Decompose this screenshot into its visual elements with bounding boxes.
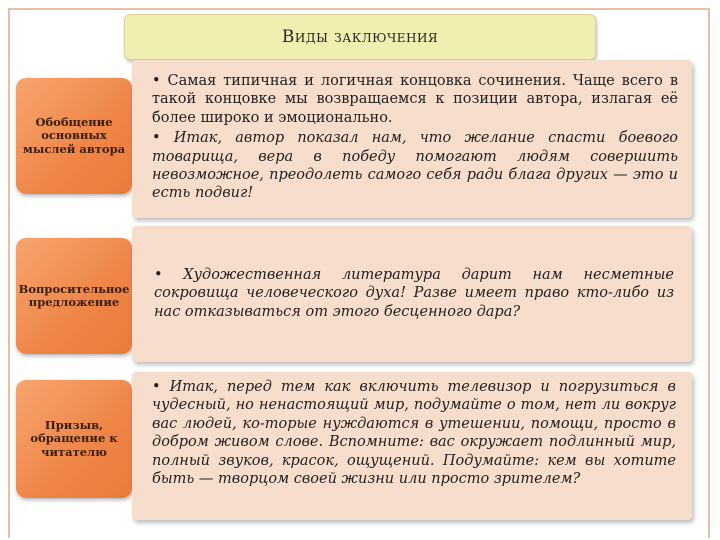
label-appeal-text: Призыв, обращение к читателю [30,418,118,459]
content-question [132,226,692,362]
content-summary [132,60,692,218]
label-summary [16,78,132,194]
bullet-summary-1: • Самая типичная и логичная концовка сочинения. Чаще всего в такой концовке мы возвращаемся к позиции автора, излагая её более широко и эмоционально. [152,73,678,126]
bullet-question-1: • Художественная литература дарит нам несметные сокровища человеческого духа! Разве имеет право кто-либо из нас отказываться от этого бесценного дара? [154,267,674,320]
label-summary-text: Обобщение основных мыслей автора [22,115,126,156]
slide-title [124,14,596,60]
bullet-appeal-1: • Итак, перед тем как включить телевизор и погрузиться в чудесный, но ненастоящий мир, подумайте о том, нет ли вокруг вас людей, ко-торые нуждаются в утешении, помощи, просто в добром живом слове. Вспомните: вас окружает подлинный мир, полный звуков, красок, ощущений. Подумайте: кем вы хотите быть — творцом своей жизни или просто зрителем? [152,379,676,488]
label-question-text: Вопросительное предложение [18,281,130,309]
slide-title-text: Виды заключения [281,27,439,47]
label-question [16,238,132,354]
label-appeal [16,380,132,498]
content-appeal [132,372,692,520]
bullet-summary-2: • Итак, автор показал нам, что желание спасти боевого товарища, вера в победу помогают людям совершить невозможное, преодолеть самого себя ради блага других — это и есть подвиг! [152,130,678,202]
